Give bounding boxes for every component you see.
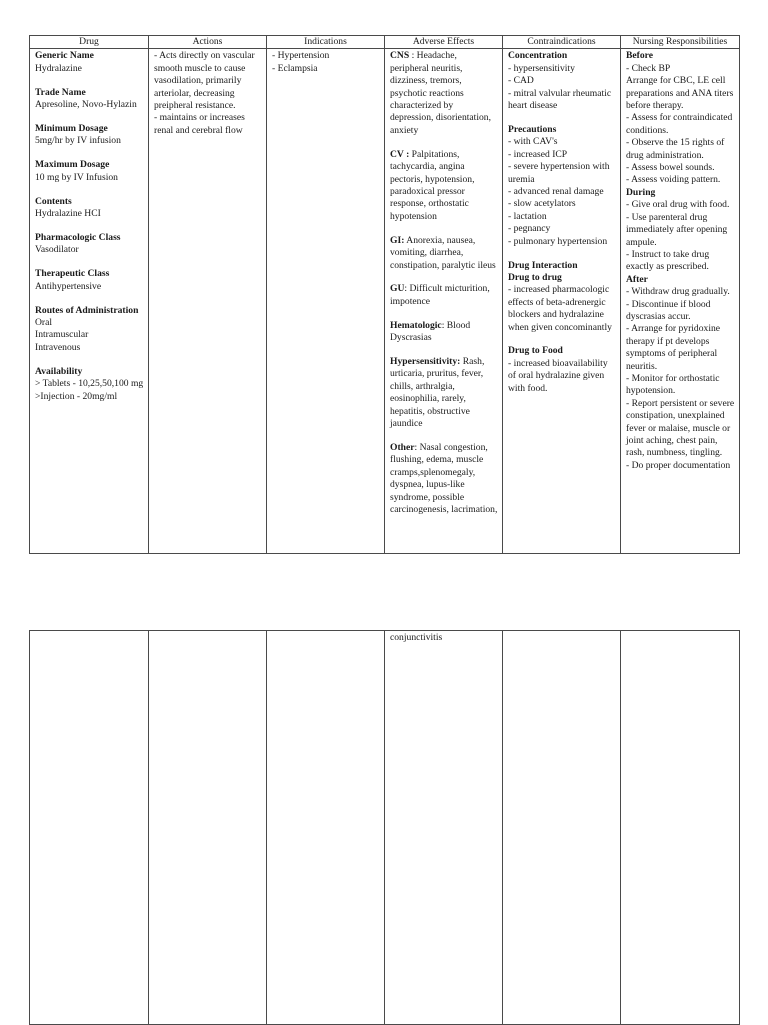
- hypersensitivity-label: Hypersensitivity:: [390, 356, 461, 368]
- drug-interaction-label: Drug Interaction: [508, 259, 578, 271]
- availability-label: Availability: [35, 365, 83, 377]
- header-drug: Drug: [30, 36, 149, 49]
- trade-name: Apresoline, Novo-Hylazin: [35, 99, 137, 111]
- route-item: Oral: [35, 317, 53, 328]
- contraindications-cell: [503, 49, 621, 554]
- nursing-responsibilities-cell: [621, 49, 740, 554]
- generic-name: Hydralazine: [35, 62, 82, 74]
- availability-item: >Injection - 20mg/ml: [35, 390, 118, 402]
- gi-text: Anorexia, nausea, vomiting, diarrhea, constipation, paralytic ileus: [390, 234, 496, 271]
- drug-to-drug-text: - increased pharmacologic effects of beta-adrenergic blockers and hydralazine when given concominantly: [508, 284, 612, 333]
- after-item: - Discontinue if blood dyscrasias accur.: [626, 298, 711, 322]
- concentration-item: - hypersensitivity: [508, 62, 575, 74]
- drug-to-food-text: - increased bioavailability of oral hydralazine given with food.: [508, 357, 608, 394]
- cns-label: CNS: [390, 50, 410, 62]
- after-item: - Do proper documentation: [626, 459, 731, 471]
- after-item: - Arrange for pyridoxine therapy if pt develops symptoms of peripheral neuritis.: [626, 323, 721, 372]
- header-contraindications: Contraindications: [503, 36, 621, 49]
- during-item: - Instruct to take drug exactly as prescribed.: [626, 248, 710, 273]
- before-label: Before: [626, 50, 653, 62]
- min-dosage-label: Minimum Dosage: [35, 123, 108, 135]
- gu-text: : Difficult micturition, impotence: [390, 283, 490, 307]
- adverse-effects-cell: [385, 49, 503, 554]
- during-item: - Use parenteral drug immediately after opening ampule.: [626, 211, 728, 248]
- action-item: - maintains or increases renal and cerebral flow: [154, 112, 245, 136]
- hematologic-text: : Blood Dyscrasias: [390, 319, 471, 344]
- precaution-item: - pulmonary hypertension: [508, 235, 608, 247]
- cv-text: Palpitations, tachycardia, angina pectoris, hypotension, paradoxical pressor response, orthostatic hypotension: [390, 148, 475, 222]
- drug-to-drug-label: Drug to drug: [508, 271, 562, 283]
- cns-text: : Headache, peripheral neuritis, dizziness, tremors, psychotic reactions characterized by depression, disorientation, anxiety: [390, 50, 491, 136]
- table-row: [30, 49, 740, 554]
- contraindications-cell-continued: [503, 631, 621, 1025]
- before-item: Arrange for CBC, LE cell preparations and ANA titers before therapy.: [626, 75, 734, 112]
- nursing-cell-continued: [621, 631, 740, 1025]
- actions-cell-continued: [149, 631, 267, 1025]
- action-item: - Acts directly on vascular smooth muscle to cause vasodilation, primarily arteriolar, decreasing preipheral resistance.: [154, 50, 255, 112]
- adverse-effects-cell-continued: [385, 631, 503, 1025]
- concentration-label: Concentration: [508, 50, 568, 62]
- concentration-item: - mitral valvular rheumatic heart disease: [508, 87, 612, 112]
- routes-label: Routes of Administration: [35, 304, 139, 316]
- trade-name-label: Trade Name: [35, 86, 86, 98]
- precaution-item: - advanced renal damage: [508, 185, 604, 197]
- route-item: Intramuscular: [35, 329, 89, 341]
- concentration-item: - CAD: [508, 75, 534, 87]
- pharm-class: Vasodilator: [35, 244, 79, 256]
- before-item: - Assess voiding pattern.: [626, 174, 721, 186]
- thera-class-label: Therapeutic Class: [35, 268, 110, 280]
- thera-class: Antihypertensive: [35, 280, 102, 292]
- drug-to-food-label: Drug to Food: [508, 345, 563, 357]
- adverse-effects-continued-text: conjunctivitis: [390, 632, 443, 643]
- header-adverse-effects: Adverse Effects: [385, 36, 503, 49]
- after-item: - Withdraw drug gradually.: [626, 286, 730, 298]
- drug-cell: [30, 49, 149, 554]
- precaution-item: - slow acetylators: [508, 198, 576, 210]
- after-item: - Monitor for orthostatic hypotension.: [626, 372, 720, 397]
- header-nursing-responsibilities: Nursing Responsibilities: [621, 36, 740, 49]
- before-item: - Check BP: [626, 62, 671, 74]
- drug-study-table: [29, 35, 740, 554]
- precaution-item: - increased ICP: [508, 148, 568, 160]
- hematologic-label: Hematologic: [390, 319, 442, 331]
- pharm-class-label: Pharmacologic Class: [35, 231, 121, 243]
- gi-label: GI:: [390, 234, 405, 246]
- table-row: [30, 631, 740, 1025]
- before-item: - Observe the 15 rights of drug administration.: [626, 137, 725, 161]
- during-item: - Give oral drug with food.: [626, 199, 730, 211]
- drug-study-table-continued: [29, 630, 740, 1025]
- before-item: - Assess bowel sounds.: [626, 162, 715, 174]
- before-item: - Assess for contraindicated conditions.: [626, 112, 733, 136]
- min-dosage: 5mg/hr by IV infusion: [35, 135, 121, 147]
- other-text: : Nasal congestion, flushing, edema, muscle cramps,splenomegaly, dyspnea, lupus-like syndrome, possible carcinogenesis, lacrimation,: [390, 441, 498, 515]
- indication-item: - Eclampsia: [272, 62, 318, 74]
- availability-item: > Tablets - 10,25,50,100 mg: [35, 378, 144, 390]
- hypersensitivity-text: Rash, urticaria, pruritus, fever, chills, arthralgia, eosinophilia, rarely, hepatitis, obstructive jaundice: [390, 356, 485, 430]
- drug-cell-continued: [30, 631, 149, 1025]
- max-dosage-label: Maximum Dosage: [35, 159, 110, 171]
- after-item: - Report persistent or severe constipation, unexplained fever or malaise, muscle or joint aching, chest pain, rash, numbness, tingling.: [626, 397, 735, 459]
- contents: Hydralazine HCI: [35, 208, 101, 220]
- contents-label: Contents: [35, 195, 72, 207]
- precautions-label: Precautions: [508, 123, 557, 135]
- header-row: [30, 36, 740, 49]
- precaution-item: - pegnancy: [508, 223, 551, 235]
- during-label: During: [626, 186, 656, 198]
- indications-cell-continued: [267, 631, 385, 1025]
- cv-label: CV :: [390, 148, 410, 160]
- precaution-item: - severe hypertension with uremia: [508, 161, 610, 185]
- gu-label: GU: [390, 283, 405, 295]
- after-label: After: [626, 273, 648, 285]
- indications-cell: [267, 49, 385, 554]
- precaution-item: - with CAV's: [508, 136, 558, 148]
- other-label: Other: [390, 441, 415, 453]
- generic-name-label: Generic Name: [35, 50, 94, 62]
- header-actions: Actions: [149, 36, 267, 49]
- actions-cell: [149, 49, 267, 554]
- header-indications: Indications: [267, 36, 385, 49]
- indication-item: - Hypertension: [272, 50, 330, 62]
- route-item: Intravenous: [35, 341, 81, 353]
- precaution-item: - lactation: [508, 210, 547, 222]
- max-dosage: 10 mg by IV Infusion: [35, 171, 118, 183]
